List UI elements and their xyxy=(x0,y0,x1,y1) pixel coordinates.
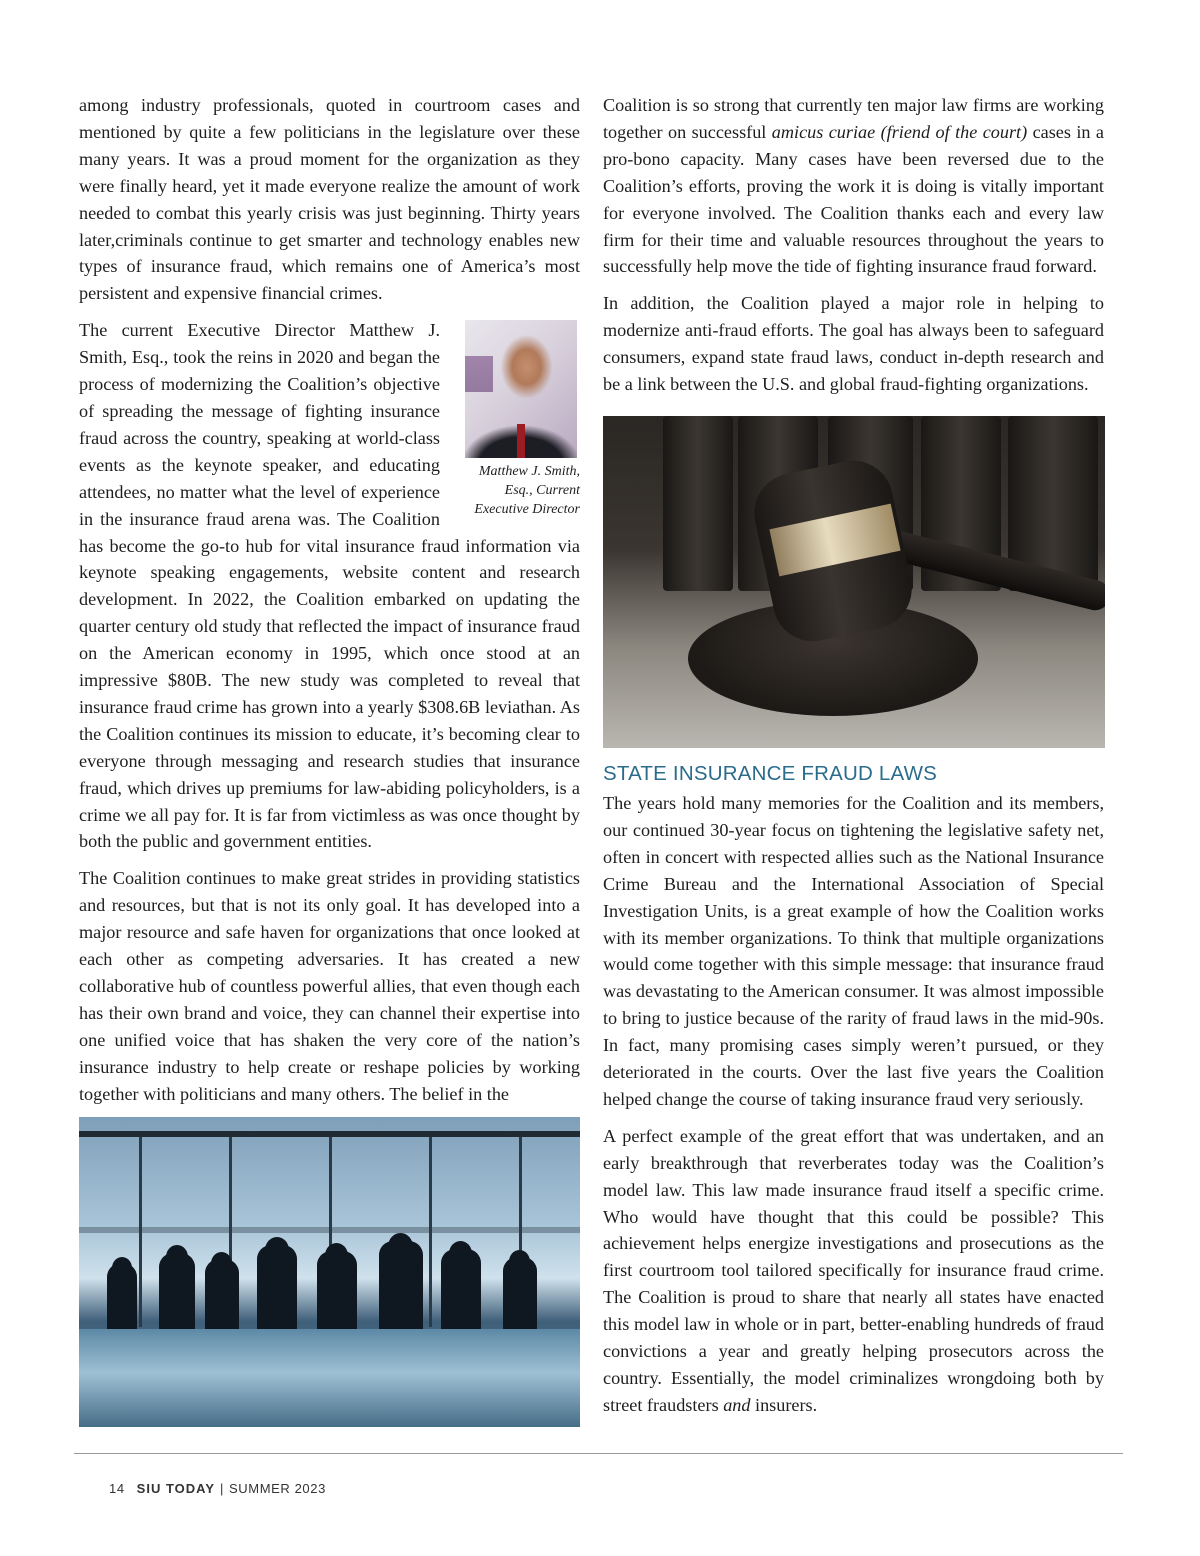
section-heading: STATE INSURANCE FRAUD LAWS xyxy=(603,761,937,785)
magazine-name: SIU TODAY xyxy=(136,1481,216,1496)
portrait-caption: Matthew J. Smith, Esq., Current Executive Director xyxy=(474,464,580,518)
window-mullion xyxy=(429,1137,432,1327)
paragraph-text: The current Executive Director Matthew J. Smith, Esq., took the reins in 2020 and began the process of modernizing the Coalition’s objective of spreading the message of fighting insurance fraud across the country, speaking at world-class events as the keynote speaker, and educating attendees, no matter what the level of experience in the insurance fraud arena was. The Coalition has become the go-to hub for vital insurance fraud information via keynote speaking engagements, website content and research development. In 2022, the Coalition embarked on updating the quarter century old study that reflected the impact of insurance fraud on the American economy in 1995, which once stood at an impressive $80B. The new study was completed to reveal that insurance fraud crime has grown into a yearly $308.6B leviathan. As the Coalition continues its mission to educate, it’s becoming clear to everyone through messaging and research studies that insurance fraud, which drives up premiums for law-abiding policyholders, is a crime we all pay for. It is far from victimless as was once thought by both the public and government entities. xyxy=(79,320,580,852)
paragraph: In addition, the Coalition played a major role in helping to modernize anti-fraud efforts. The goal has always been to safeguard consumers, expand state fraud laws, conduct in-depth research and be a link between the U.S. and global fraud-fighting organizations. xyxy=(603,293,1104,395)
paragraph xyxy=(603,92,1104,280)
glass-table xyxy=(79,1329,580,1427)
person-head xyxy=(509,1250,530,1273)
paragraph-with-portrait xyxy=(79,317,580,855)
person-head xyxy=(166,1245,188,1269)
person-head xyxy=(211,1252,232,1275)
portrait-figure xyxy=(462,320,580,519)
left-column xyxy=(79,92,580,1118)
italic-word: and xyxy=(723,1394,751,1415)
paragraph-text: insurers. xyxy=(750,1394,818,1415)
right-column xyxy=(603,92,1104,1429)
page-number: 14 xyxy=(109,1481,125,1496)
person-head xyxy=(112,1257,132,1279)
footer-separator: | xyxy=(220,1481,225,1496)
person-head xyxy=(449,1241,472,1266)
person-head xyxy=(325,1243,348,1268)
necktie xyxy=(517,424,525,458)
footer-rule xyxy=(74,1453,1123,1454)
issue-label: SUMMER 2023 xyxy=(229,1481,326,1496)
paragraph: The years hold many memories for the Coalition and its members, our continued 30-year focus on tightening the legislative safety net, often in concert with respected allies such as the National Insurance Crime Bureau and the International Association of Special Investigation Units, is a great example of how the Coalition works with its member organizations. To think that multiple organizations would come together with this simple message: that insurance fraud was devastating to the American consumer. It was almost impossible to bring to justice because of the rarity of fraud laws in the mid-90s. In fact, many promising cases simply weren’t pursued, or they deteriorated in the courts. Over the last five years the Coalition helped change the course of taking insurance fraud very seriously. xyxy=(603,792,1104,1109)
portrait-photo xyxy=(465,320,577,458)
paragraph: among industry professionals, quoted in courtroom cases and mentioned by quite a few politicians in the legislature over these many years. It was a proud moment for the organization as they were finally heard, yet it made everyone realize the amount of work needed to combat this yearly crisis was just beginning. Thirty years later,criminals continue to get smarter and technology enables new types of insurance fraud, which remains one of America’s most persistent and expensive financial crimes. xyxy=(79,95,580,304)
person-head xyxy=(388,1233,413,1260)
event-banner xyxy=(465,356,493,392)
paragraph: The Coalition continues to make great strides in providing statistics and resources, but that is not its only goal. It has developed into a major resource and safe haven for organizations that once looked at each other as competing adversaries. It has created a new collaborative hub of countless powerful allies, that even though each has their own brand and voice, they can channel their expertise into one unified voice that has shaken the very core of the nation’s insurance industry to help create or reshape policies by working together with politicians and many others. The belief in the xyxy=(79,868,580,1104)
paragraph-text: Coalition is so strong that currently ten major law firms are working together on successful xyxy=(603,95,1104,142)
window-mullion xyxy=(139,1137,142,1327)
page-footer xyxy=(109,1481,326,1496)
paragraph xyxy=(603,1123,1104,1419)
gavel-photo xyxy=(603,416,1105,748)
paragraph-text: A perfect example of the great effort that was undertaken, and an early breakthrough that reverberates today was the Coalition’s model law. This law made insurance fraud itself a specific crime. Who would have thought that this could be possible? This achievement helps energize investigations and prosecutions as the first courtroom tool tailored specifically for insurance fraud crime. The Coalition is proud to share that nearly all states have enacted this model law in whole or in part, better-enabling hundreds of fraud convictions a year and greatly helping prosecutors across the country. Essentially, the model criminalizes wrongdoing both by street fraudsters xyxy=(603,1125,1104,1415)
paragraph-text: cases in a pro-bono capacity. Many cases have been reversed due to the Coalition’s efforts, proving the work it is doing is vitally important for everyone involved. The Coalition thanks each and every law firm for their time and valuable resources throughout the years to successfully help move the tide of fighting insurance fraud forward. xyxy=(603,121,1105,277)
book-spine xyxy=(663,416,733,591)
italic-term: amicus curiae (friend of the court) xyxy=(771,121,1028,142)
person-head xyxy=(265,1237,289,1263)
business-meeting-photo xyxy=(79,1117,580,1427)
